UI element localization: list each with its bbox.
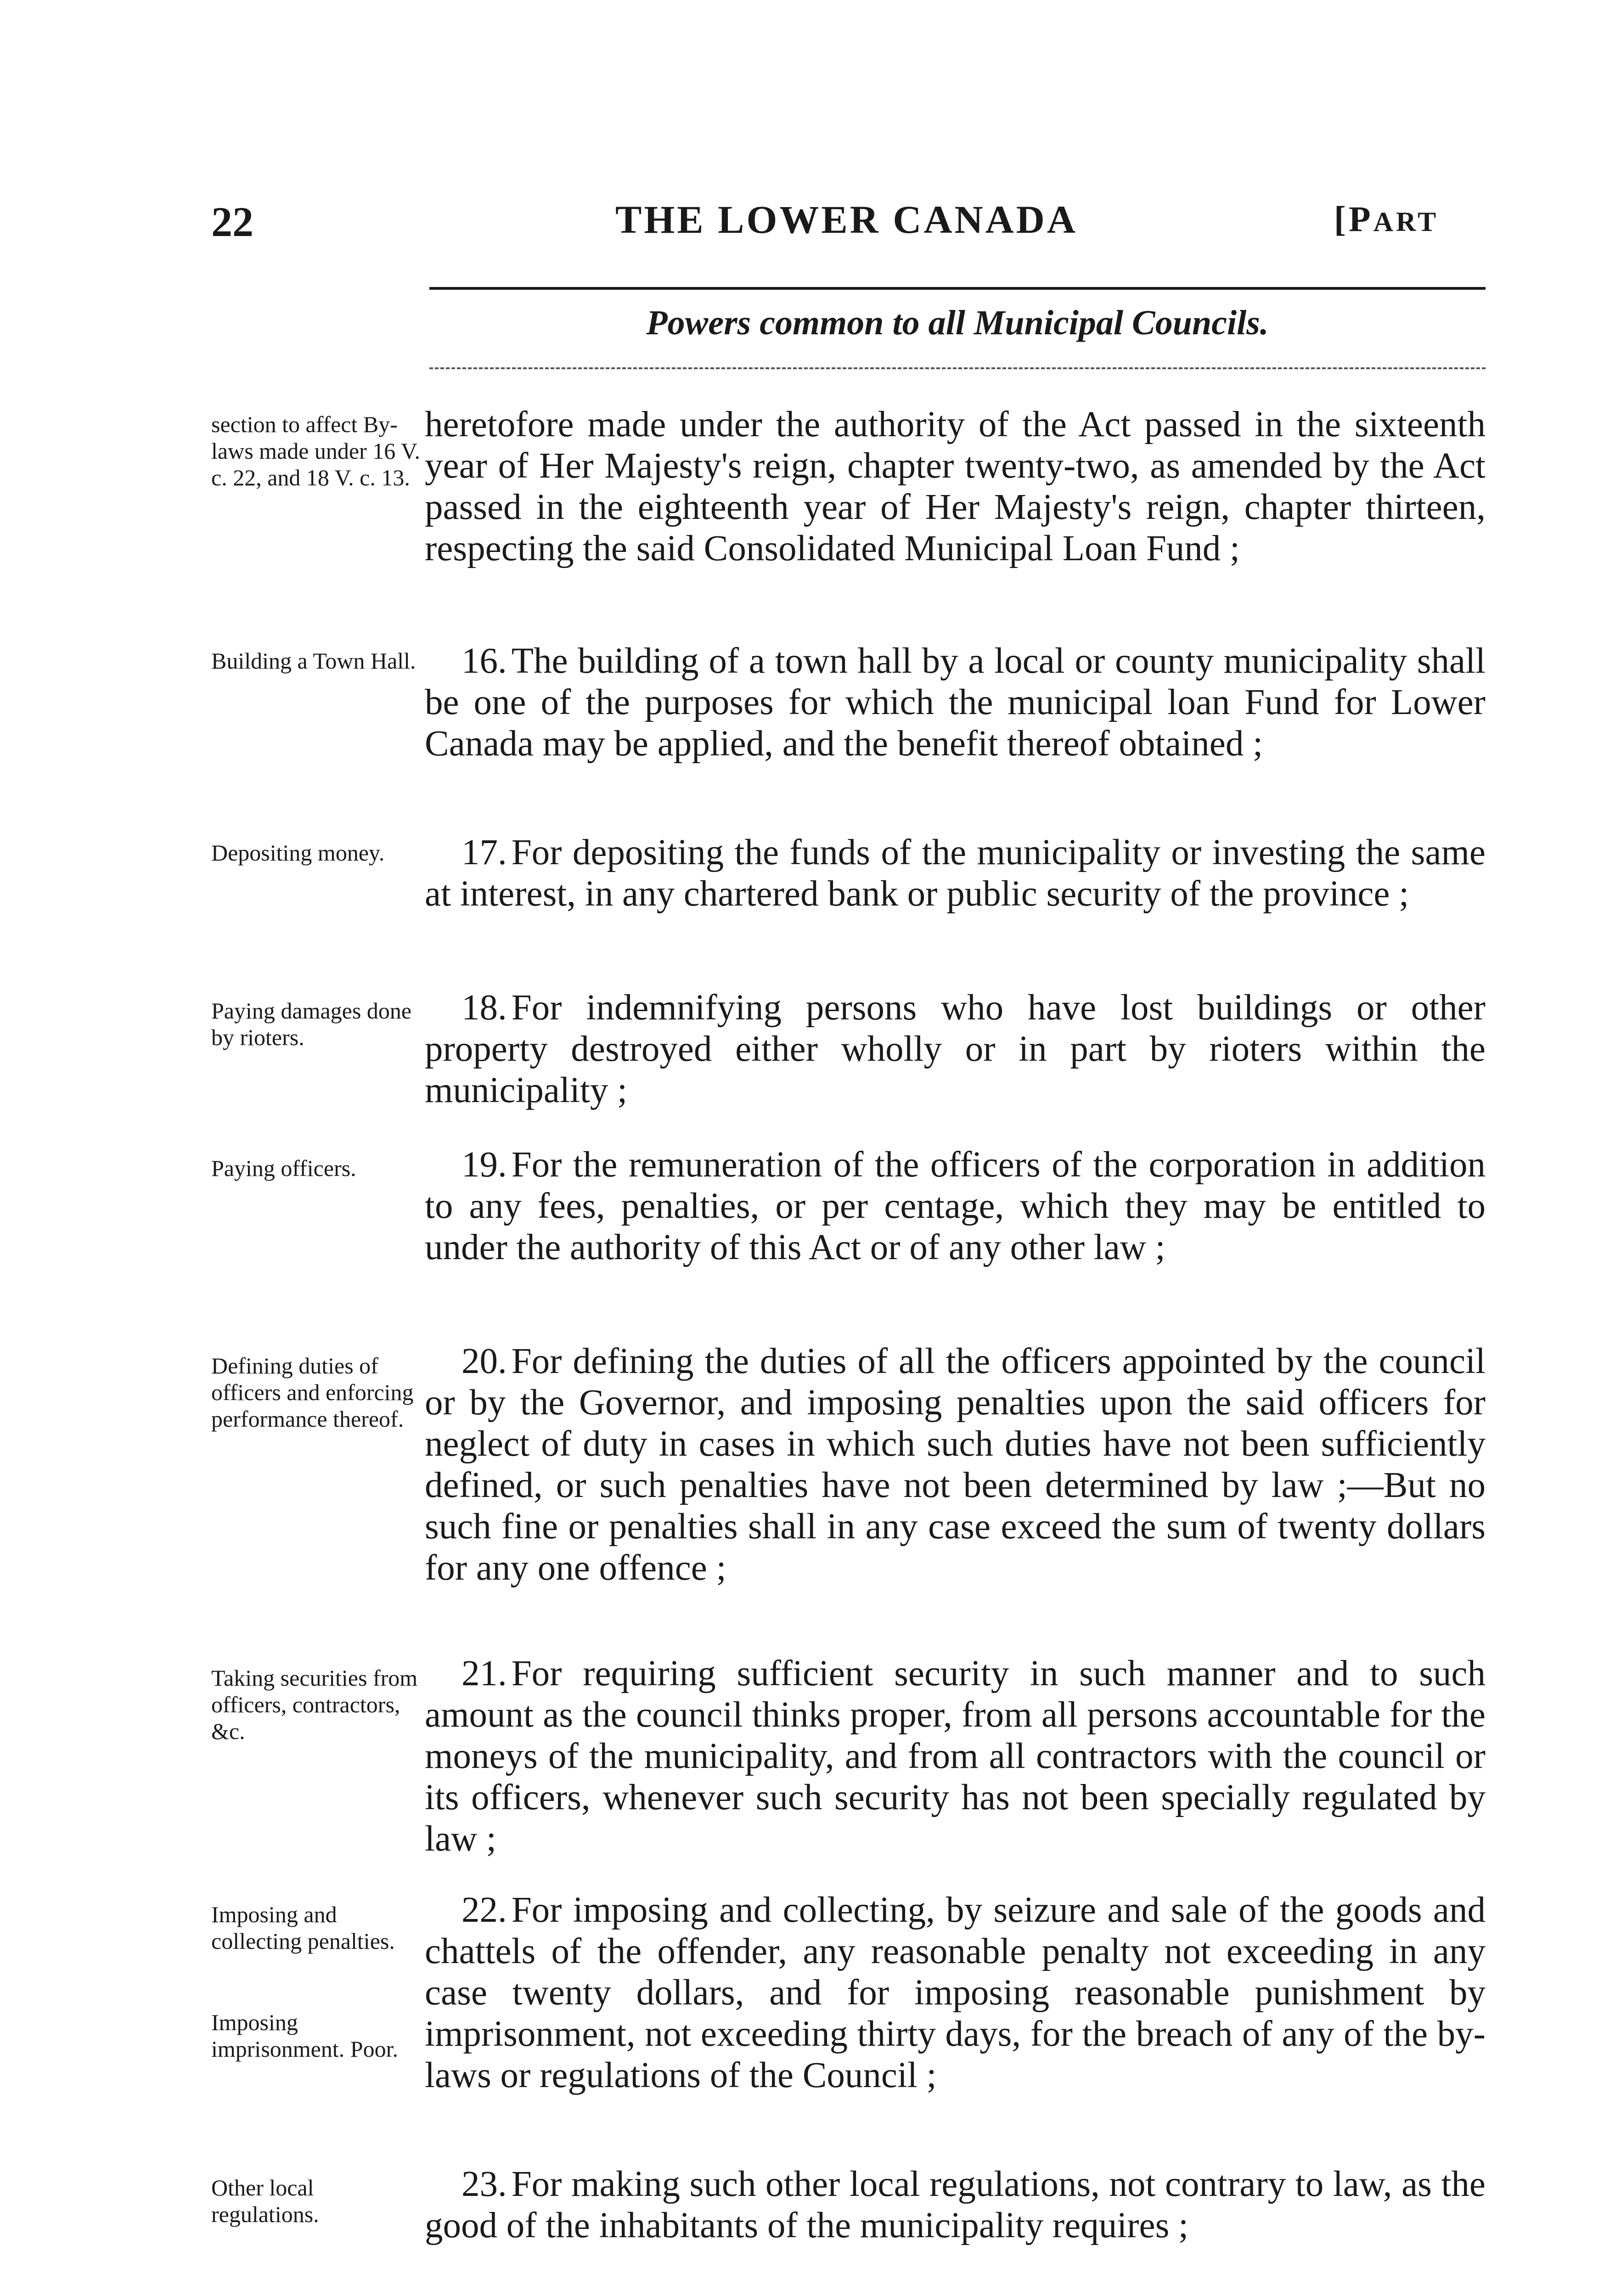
- page-number: 22: [211, 198, 253, 245]
- running-title: THE LOWER CANADA: [615, 197, 1078, 242]
- paragraph-number: 22.: [462, 1890, 507, 1930]
- paragraph-text: For indemnifying persons who have lost buildings or other property destroyed either wholly or in part by rioters within the municipality ;: [425, 988, 1486, 1110]
- paragraph-number: 18.: [462, 988, 507, 1028]
- margin-note: Defining duties of officers and enforcing performance thereof.: [211, 1353, 414, 1432]
- margin-note: Imposing imprisonment. Poor.: [211, 2009, 398, 2062]
- section-heading: Powers common to all Municipal Councils.: [646, 304, 1269, 342]
- paragraph-text: For depositing the funds of the municipality or investing the same at interest, in any chartered bank or public security of the province ;: [425, 833, 1486, 914]
- part-label-rest: ART: [1373, 207, 1439, 237]
- paragraph-number: 21.: [462, 1654, 507, 1694]
- paragraph-text: For the remuneration of the officers of the corporation in addition to any fees, penalties, or per centage, which they may be entitled to under the authority of this Act or of any other law ;: [425, 1145, 1486, 1267]
- paragraph-20: [425, 1341, 1486, 1589]
- paragraph-number: 17.: [462, 833, 507, 872]
- paragraph-number: 23.: [462, 2164, 507, 2204]
- paragraph-23: [425, 2164, 1486, 2246]
- paragraph-text: For defining the duties of all the officers appointed by the council or by the Governor, and imposing penalties upon the said officers for neglect of duty in cases in which such duties have not been sufficiently defined, or such penalties have not been determined by law ;—But no such fine or penalties shall in any case exceed the sum of twenty dollars for any one offence ;: [425, 1341, 1486, 1588]
- paragraph-continuation: [425, 404, 1486, 569]
- paragraph-number: 16.: [462, 641, 507, 681]
- header-rule: [429, 287, 1486, 290]
- paragraph-text: For making such other local regulations, not contrary to law, as the good of the inhabitants of the municipality requires ;: [425, 2164, 1486, 2245]
- paragraph-number: 19.: [462, 1145, 507, 1185]
- paragraph-number: 20.: [462, 1341, 507, 1381]
- paragraph-16: [425, 641, 1486, 765]
- paragraph-22: [425, 1890, 1486, 2096]
- paragraph-text: heretofore made under the authority of the Act passed in the sixteenth year of Her Majesty's reign, chapter twenty-two, as amended by the Act passed in the eighteenth year of Her Majesty's reign, chapter thirteen, respecting the said Consolidated Municipal Loan Fund ;: [425, 405, 1486, 568]
- paragraph-19: [425, 1144, 1486, 1268]
- margin-note: Paying officers.: [211, 1155, 356, 1181]
- paragraph-text: For requiring sufficient security in such manner and to such amount as the council thinks proper, from all persons accountable for the moneys of the municipality, and from all contractors with the council or its officers, whenever such security has not been specially regulated by law ;: [425, 1654, 1486, 1859]
- margin-note: Depositing money.: [211, 840, 385, 866]
- margin-note: Taking securities from officers, contractors, &c.: [211, 1665, 418, 1744]
- margin-note: Imposing and collecting penalties.: [211, 1902, 395, 1954]
- paragraph-18: [425, 987, 1486, 1111]
- heading-divider: [429, 367, 1486, 369]
- paragraph-text: For imposing and collecting, by seizure and sale of the goods and chattels of the offender, any reasonable penalty not exceeding in any case twenty dollars, and for imposing reasonable punishment by imprisonment, not exceeding thirty days, for the breach of any of the by-laws or regulations of the Council ;: [425, 1890, 1486, 2095]
- paragraph-text: The building of a town hall by a local or county municipality shall be one of the purposes for which the municipal loan Fund for Lower Canada may be applied, and the benefit thereof obtained ;: [425, 641, 1486, 764]
- margin-note: Paying damages done by rioters.: [211, 998, 412, 1050]
- margin-note: Building a Town Hall.: [211, 648, 416, 674]
- margin-note: Other local regulations.: [211, 2175, 319, 2227]
- part-label: [1334, 198, 1439, 240]
- paragraph-17: [425, 832, 1486, 915]
- margin-note: section to affect By-laws made under 16 V. c. 22, and 18 V. c. 13.: [211, 411, 421, 490]
- part-label-initial: [P: [1334, 199, 1373, 239]
- paragraph-21: [425, 1653, 1486, 1860]
